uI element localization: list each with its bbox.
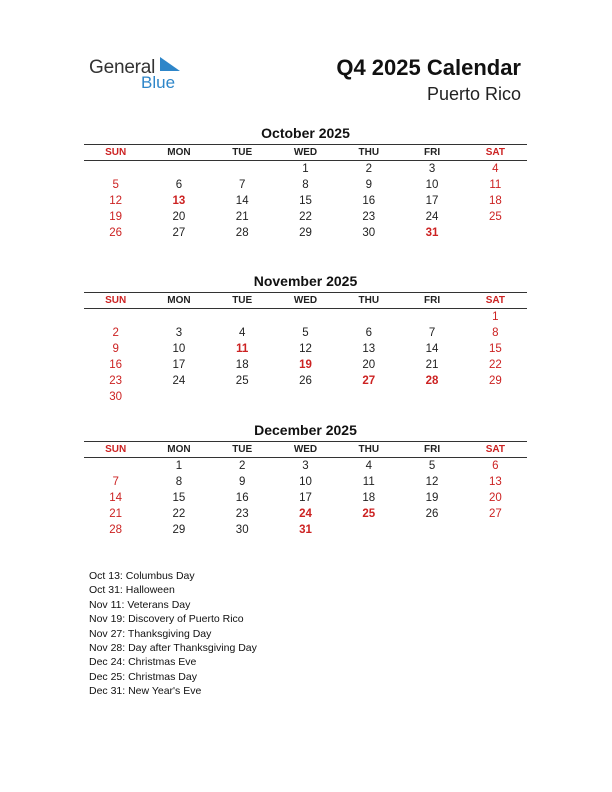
day-cell: 13 — [362, 343, 376, 355]
month-december — [84, 421, 527, 538]
day-cell: 14 — [425, 343, 439, 355]
month-title: November 2025 — [253, 273, 358, 289]
day-cell: 17 — [425, 195, 439, 207]
weekday-label: SUN — [105, 147, 127, 158]
holiday-list — [89, 569, 257, 699]
weekday-label: WED — [293, 147, 318, 158]
day-cell: 12 — [425, 476, 439, 488]
day-cell: 6 — [492, 460, 499, 472]
day-cell: 16 — [109, 359, 123, 371]
day-cell: 14 — [235, 195, 249, 207]
day-cell: 24 — [425, 211, 439, 223]
day-cell: 27 — [488, 508, 502, 520]
day-cell: 27 — [172, 227, 186, 239]
day-cell: 23 — [109, 375, 123, 387]
day-cell: 18 — [362, 492, 376, 504]
day-cell: 26 — [299, 375, 312, 387]
weekday-header — [84, 441, 527, 458]
weekday-label: MON — [167, 147, 191, 158]
day-cell: 20 — [172, 211, 186, 223]
weekday-header — [84, 292, 527, 309]
day-cell: 16 — [235, 492, 249, 504]
holiday-item: Nov 11: Veterans Day — [89, 598, 191, 611]
day-cell: 15 — [299, 195, 312, 207]
empty-cell — [84, 458, 147, 474]
weekday-label: FRI — [423, 147, 441, 158]
day-cell: 25 — [488, 211, 502, 223]
day-cell: 7 — [428, 327, 436, 339]
day-cell: 11 — [489, 179, 502, 191]
page-subtitle: Puerto Rico — [426, 84, 521, 104]
month-october — [84, 124, 527, 241]
weekday-label: THU — [358, 295, 380, 306]
day-cell: 17 — [172, 359, 186, 371]
day-cell: 16 — [362, 195, 376, 207]
day-cell: 17 — [299, 492, 312, 504]
holiday-item: Dec 31: New Year's Eve — [89, 685, 202, 698]
logo-flag-icon — [160, 57, 180, 73]
weekday-label: TUE — [232, 147, 253, 158]
weekday-label: FRI — [423, 444, 441, 455]
day-cell: 20 — [362, 359, 376, 371]
day-cell: 19 — [109, 211, 123, 223]
day-cell: 22 — [299, 211, 312, 223]
day-cell: 27 — [362, 375, 376, 387]
day-cell: 1 — [302, 163, 309, 175]
day-cell: 12 — [299, 343, 312, 355]
day-cell: 20 — [488, 492, 502, 504]
day-cell: 23 — [362, 211, 376, 223]
empty-cell — [84, 161, 147, 177]
day-cell: 2 — [365, 163, 372, 175]
weekday-label: SAT — [485, 295, 505, 306]
weekday-label: WED — [293, 295, 318, 306]
weekday-label: SAT — [485, 444, 505, 455]
day-cell: 2 — [239, 460, 246, 472]
day-cell: 2 — [112, 327, 119, 339]
holiday-item: Nov 28: Day after Thanksgiving Day — [89, 642, 257, 655]
day-cell: 4 — [365, 460, 372, 472]
month-november — [84, 272, 527, 405]
empty-cell — [211, 161, 274, 177]
day-grid — [84, 161, 527, 241]
logo-blue-text: Blue — [141, 73, 176, 92]
day-cell: 29 — [488, 375, 502, 387]
weekday-label: TUE — [232, 444, 253, 455]
day-cell: 18 — [235, 359, 249, 371]
day-cell: 28 — [109, 524, 123, 536]
month-title: December 2025 — [254, 422, 357, 438]
day-cell: 7 — [112, 476, 119, 488]
day-cell: 19 — [425, 492, 439, 504]
weekday-label: THU — [358, 444, 380, 455]
day-cell: 15 — [488, 343, 502, 355]
day-cell: 30 — [362, 227, 376, 239]
day-cell: 6 — [175, 179, 183, 191]
weekday-header — [84, 144, 527, 161]
weekday-label: SUN — [105, 295, 127, 306]
day-cell: 9 — [239, 476, 246, 488]
weekday-label: MON — [167, 444, 191, 455]
day-cell: 10 — [425, 179, 439, 191]
day-cell: 11 — [362, 476, 375, 488]
day-cell: 4 — [492, 163, 499, 175]
day-cell: 21 — [425, 359, 439, 371]
holiday-item: Dec 24: Christmas Eve — [89, 656, 197, 669]
empty-cell — [400, 309, 463, 325]
day-cell: 24 — [299, 508, 312, 520]
day-cell: 8 — [175, 476, 183, 488]
day-cell: 13 — [172, 195, 186, 207]
day-cell: 5 — [112, 179, 119, 191]
day-cell: 5 — [302, 327, 309, 339]
month-title: October 2025 — [261, 125, 350, 141]
day-cell: 31 — [425, 227, 439, 239]
empty-cell — [84, 309, 147, 325]
day-cell: 28 — [235, 227, 249, 239]
empty-cell — [147, 161, 210, 177]
day-cell: 5 — [428, 460, 436, 472]
empty-cell — [147, 309, 210, 325]
weekday-label: WED — [293, 444, 318, 455]
day-cell: 3 — [428, 163, 436, 175]
day-cell: 13 — [488, 476, 502, 488]
day-cell: 15 — [172, 492, 186, 504]
day-cell: 7 — [239, 179, 246, 191]
day-cell: 25 — [362, 508, 376, 520]
holiday-item: Nov 27: Thanksgiving Day — [89, 627, 212, 640]
generalblue-logo — [89, 54, 199, 94]
day-cell: 4 — [239, 327, 246, 339]
day-cell: 25 — [235, 375, 249, 387]
holiday-item: Nov 19: Discovery of Puerto Rico — [89, 613, 244, 626]
day-cell: 22 — [488, 359, 502, 371]
day-cell: 19 — [299, 359, 312, 371]
empty-cell — [274, 309, 337, 325]
day-cell: 31 — [299, 524, 312, 536]
day-cell: 29 — [172, 524, 186, 536]
holiday-item: Dec 25: Christmas Day — [89, 670, 197, 683]
page-title: Q4 2025 Calendar — [336, 55, 521, 80]
day-cell: 10 — [299, 476, 312, 488]
day-cell: 9 — [365, 179, 372, 191]
day-cell: 8 — [492, 327, 499, 339]
day-cell: 30 — [109, 391, 123, 403]
day-cell: 14 — [109, 492, 123, 504]
day-cell: 26 — [425, 508, 439, 520]
day-cell: 3 — [175, 327, 183, 339]
day-grid — [84, 309, 527, 405]
day-cell: 29 — [299, 227, 312, 239]
weekday-label: MON — [167, 295, 191, 306]
day-cell: 12 — [109, 195, 123, 207]
weekday-label: SUN — [105, 444, 127, 455]
day-cell: 28 — [425, 375, 439, 387]
day-cell: 30 — [235, 524, 249, 536]
day-cell: 9 — [112, 343, 119, 355]
holiday-item: Oct 31: Halloween — [89, 584, 175, 597]
holiday-item: Oct 13: Columbus Day — [89, 570, 195, 582]
day-cell: 8 — [302, 179, 309, 191]
day-cell: 10 — [172, 343, 186, 355]
day-cell: 22 — [172, 508, 186, 520]
day-cell: 1 — [175, 460, 183, 472]
day-cell: 11 — [236, 343, 249, 355]
day-cell: 26 — [109, 227, 123, 239]
day-cell: 21 — [235, 211, 249, 223]
day-cell: 6 — [365, 327, 372, 339]
weekday-label: THU — [358, 147, 380, 158]
day-cell: 1 — [492, 311, 499, 323]
day-grid — [84, 458, 527, 538]
day-cell: 18 — [488, 195, 502, 207]
logo-general-text: General — [89, 57, 156, 78]
day-cell: 23 — [235, 508, 249, 520]
day-cell: 3 — [302, 460, 309, 472]
weekday-label: TUE — [232, 295, 253, 306]
day-cell: 24 — [172, 375, 186, 387]
weekday-label: SAT — [485, 147, 505, 158]
weekday-label: FRI — [423, 295, 441, 306]
empty-cell — [211, 309, 274, 325]
empty-cell — [337, 309, 400, 325]
day-cell: 21 — [109, 508, 123, 520]
